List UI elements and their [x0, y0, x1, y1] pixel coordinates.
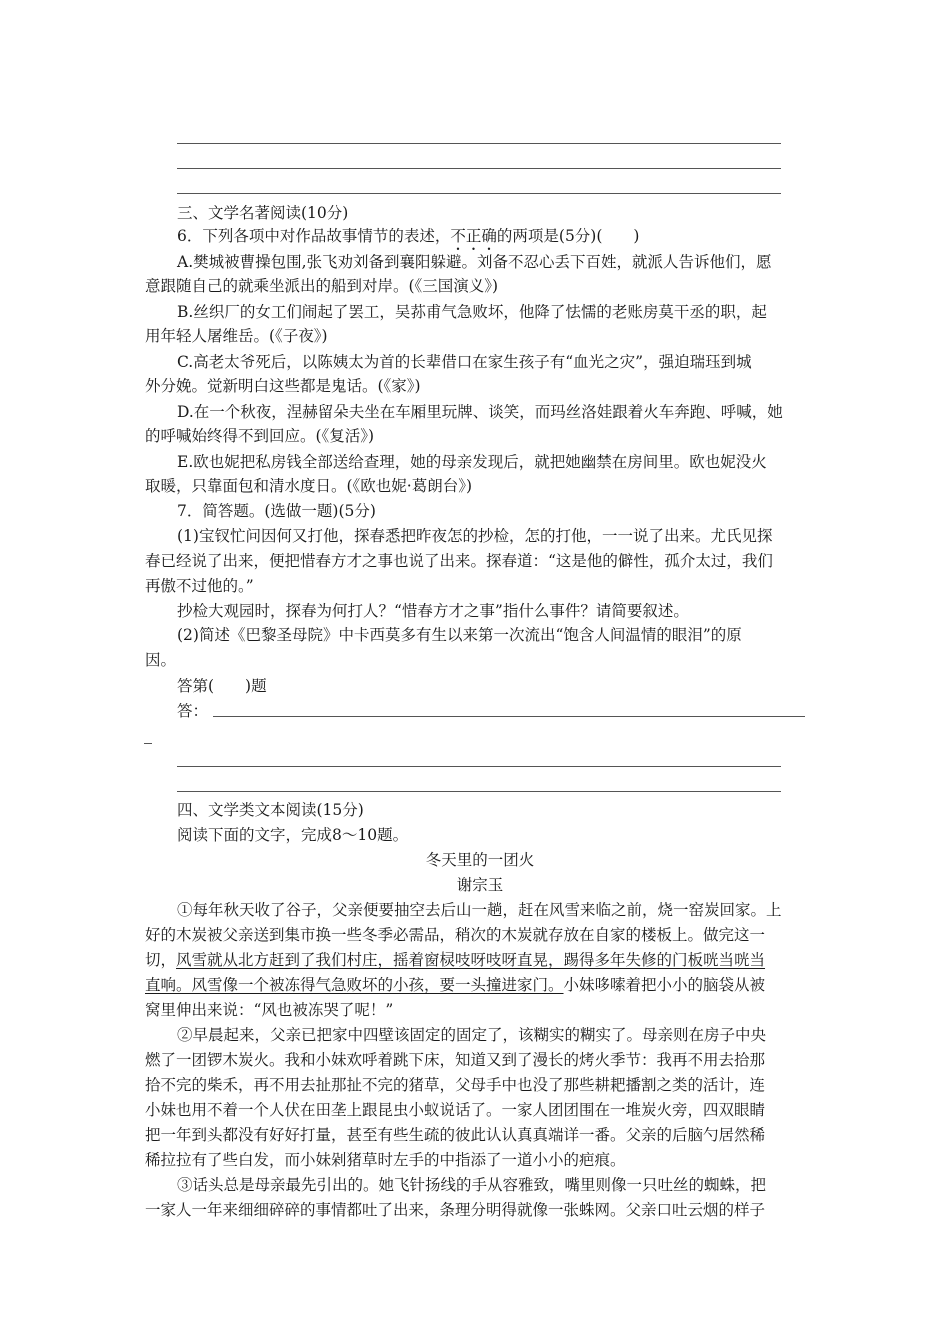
option-d-line: D.在一个秋夜，涅赫留朵夫坐在车厢里玩牌、谈笑，而玛丝洛娃跟着火车奔跑、呼喊，她 [177, 403, 783, 421]
question-7-part1: 春已经说了出来，便把惜春方才之事也说了出来。探春道：“这是他的僻性，孤介太过，我们 [145, 552, 773, 570]
paragraph-2-line: 稀拉拉有了些白发，而小妹剁猪草时左手的中指添了一道小小的疤痕。 [145, 1151, 626, 1169]
reading-instruction: 阅读下面的文字，完成8～10题。 [177, 826, 409, 844]
question-7-part1: 再傲不过他的。” [145, 577, 254, 595]
answer-line[interactable] [177, 168, 781, 169]
option-e-line: E.欧也妮把私房钱全部送给查理，她的母亲发现后，就把她幽禁在房间里。欧也妮没火 [177, 453, 767, 471]
answer-line[interactable] [177, 143, 781, 144]
underlined-sentence: 直响。风雪像一个被冻得气急败坏的小孩，要一头撞进家门。 [145, 976, 564, 994]
section-heading: 三、文学名著阅读(10分) [177, 204, 349, 222]
paragraph-1-line: ①每年秋天收了谷子，父亲便要抽空去后山一趟，赶在风雪来临之前，烧一窑炭回家。上 [177, 901, 782, 919]
answer-line[interactable] [213, 716, 805, 717]
option-c-line: 外分娩。觉新明白这些都是鬼话。(《家》) [145, 377, 421, 395]
question-7-title: 7．简答题。(选做一题)(5分) [177, 502, 376, 520]
option-a-line: 意跟随自己的就乘坐派出的船到对岸。(《三国演义》) [145, 277, 499, 295]
paragraph-1-line [145, 949, 765, 971]
question-7-part2: 因。 [145, 651, 177, 669]
option-d-line: 的呼喊始终得不到回应。(《复活》) [145, 427, 375, 445]
question-6 [177, 225, 639, 254]
option-b-line: 用年轻人屠维岳。(《子夜》) [145, 327, 328, 345]
paragraph-3-line: 一家人一年来细细碎碎的事情都吐了出来，条理分明得就像一张蛛网。父亲口吐云烟的样子 [145, 1201, 766, 1219]
option-b-line: B.丝织厂的女工们闹起了罢工，吴荪甫气急败坏，他降了怯懦的老账房莫干丞的职，起 [177, 303, 767, 321]
option-c-line: C.高老太爷死后，以陈姨太为首的长辈借口在家生孩子有“血光之灾”，强迫瑞珏到城 [177, 353, 752, 371]
paragraph-1-text: 切， [145, 951, 177, 969]
answer-line[interactable] [177, 791, 781, 792]
question-7-part1-question: 抄检大观园时，探春为何打人？“惜春方才之事”指什么事件？请简要叙述。 [177, 602, 689, 620]
option-e-line: 取暖，只靠面包和清水度日。(《欧也妮·葛朗台》) [145, 477, 473, 495]
question-6-pre: 6．下列各项中对作品故事情节的表述， [177, 227, 451, 245]
paragraph-2-line: ②早晨起来，父亲已把家中四壁该固定的固定了，该糊实的糊实了。母亲则在房子中央 [177, 1026, 767, 1044]
paragraph-2-line: 把一年到头都没有好好打量，甚至有些生疏的彼此认认真真端详一番。父亲的后脑勺居然稀 [145, 1126, 766, 1144]
paragraph-2-line: 燃了一团锣木炭火。我和小妹欢呼着跳下床，知道又到了漫长的烤火季节：我再不用去拾那 [145, 1051, 766, 1069]
paragraph-2-line: 小妹也用不着一个人伏在田垄上跟昆虫小蚁说话了。一家人团团围在一堆炭火旁，四双眼睛 [145, 1101, 766, 1119]
underlined-sentence: 风雪就从北方赶到了我们村庄，摇着窗棂吱呀吱呀直晃，踢得多年失修的门板咣当咣当 [176, 951, 766, 969]
question-6-emphasis: 不正确 [450, 227, 497, 245]
paragraph-1-text: 小妹哆嗦着把小小的脑袋从被 [563, 976, 766, 994]
paragraph-1-line: 窝里伸出来说：“风也被冻哭了呢！” [145, 1001, 394, 1019]
section-heading: 四、文学类文本阅读(15分) [177, 801, 364, 819]
line-mark [144, 743, 152, 744]
answer-line[interactable] [177, 766, 781, 767]
paragraph-1-line: 好的木炭被父亲送到集市换一些冬季必需品，稍次的木炭就存放在自家的楼板上。做完这一 [145, 926, 766, 944]
answer-label: 答： [177, 702, 209, 720]
article-title: 冬天里的一团火 [425, 851, 535, 869]
paragraph-2-line: 拾不完的柴禾，再不用去扯那扯不完的猪草，父母手中也没了那些耕耙播割之类的活计，连 [145, 1076, 766, 1094]
paragraph-1-line [145, 974, 765, 996]
question-7-part1: (1)宝钗忙问因何又打他，探春悉把昨夜怎的抄检，怎的打他，一一说了出来。尤氏见探 [177, 527, 773, 545]
option-a-line: A.樊城被曹操包围,张飞劝刘备到襄阳躲避。刘备不忍心丢下百姓，就派人告诉他们，愿 [177, 253, 772, 271]
question-6-post: 的两项是(5分)( ) [496, 227, 640, 245]
answer-choice: 答第( )题 [177, 677, 267, 695]
answer-line[interactable] [177, 193, 781, 194]
question-7-part2: (2)简述《巴黎圣母院》中卡西莫多有生以来第一次流出“饱含人间温情的眼泪”的原 [177, 626, 742, 644]
article-author: 谢宗玉 [456, 876, 504, 894]
paragraph-3-line: ③话头总是母亲最先引出的。她飞针扬线的手从容雅致，嘴里则像一只吐丝的蜘蛛，把 [177, 1176, 767, 1194]
